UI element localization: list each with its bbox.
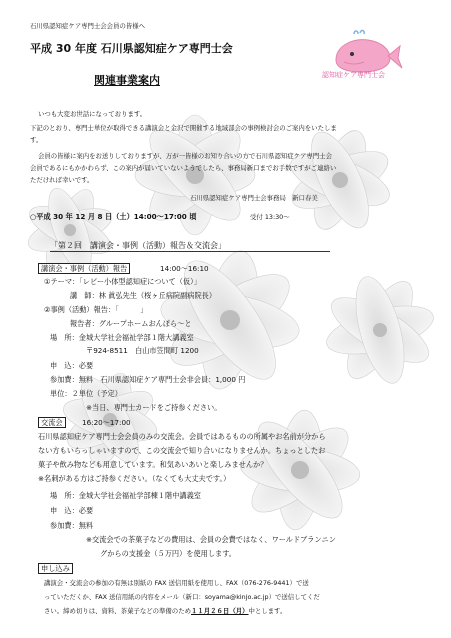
exchange-note-1: ※交流会での茶菓子などの費用は、会員の会費ではなく、ワールドブランニン	[86, 535, 336, 544]
exchange-apply: 申 込：必要	[50, 506, 94, 515]
exchange-time: 16:20～17:00	[82, 418, 131, 427]
intro-line-3: す。	[30, 136, 43, 144]
event-title: 「第２回 講演会・事例（活動）報告＆交流会」	[50, 240, 330, 252]
intro-line-6: ただければ幸いです。	[30, 176, 94, 184]
lecture-apply: 申 込：必要	[50, 361, 94, 370]
lecture-speaker: 講 師：林 眞弘先生（桜ヶ丘病院副病院長）	[70, 291, 217, 300]
event-date: ○平成 30 年 12 月 8 日（土）14:00～17:00 頃	[30, 212, 197, 221]
lecture-credit: 単位：２単位（予定）	[50, 389, 122, 398]
document-subtitle: 関連事業案内	[94, 74, 160, 87]
lecture-address: 〒924-8511 白山市笠間町 1200	[86, 346, 199, 355]
lecture-fee: 参加費：無料 石川県認知症ケア専門士会非会員：1,000 円	[50, 375, 246, 384]
lecture-venue: 場 所：金城大学社会福祉学部１階大講義室	[50, 333, 194, 342]
application-line-3-c: 中とします。	[248, 607, 287, 615]
reception-time: 受付 13:30～	[250, 213, 290, 221]
application-line-3	[44, 607, 286, 616]
case-report: ②事例（活動）報告：「 」	[44, 305, 148, 314]
lecture-label: 講演会・事例（活動）報告	[38, 263, 130, 274]
exchange-label: 交流会	[38, 417, 66, 428]
document-title: 平成 30 年度 石川県認知症ケア専門士会	[30, 42, 233, 55]
intro-line-4: 会員の皆様に案内をお送りしておりますが、万が一皆様のお知り合いの方で石川県認知症ケア専門士会	[38, 152, 332, 160]
exchange-note-2: グからの支援金（５万円）を使用します。	[100, 549, 236, 558]
case-reporter: 報告者：グループホームおんぽら～と	[70, 319, 192, 328]
application-line-1: 講演会・交流会の参加の有無は別紙の FAX 送信用紙を使用し、FAX（076-276-9441）で送	[44, 579, 309, 587]
logo-caption: 認知症ケア専門士会	[322, 71, 385, 79]
intro-line-1: いつも大変お世話になっております。	[38, 110, 147, 118]
lecture-note: ※当日、専門士カードをご持参ください。	[86, 403, 222, 412]
lecture-theme: ①テーマ：「レビー小体型認知症について（仮）」	[44, 277, 201, 286]
application-line-3-a: さい。締め切りは、資料、茶菓子などの準備のため	[44, 607, 191, 615]
exchange-fee: 参加費：無料	[50, 521, 94, 530]
application-label: 申し込み	[38, 563, 73, 574]
application-line-2: っていただくか、FAX 送信用紙の内容をメール（新口：soyama@kinjo.ac.jp）で送信してくだ	[44, 593, 320, 601]
exchange-venue: 場 所：金城大学社会福祉学部棟１階中講義室	[50, 491, 201, 500]
exchange-desc-3: 菓子や飲み物なども用意しています。和気あいあいと楽しみませんか？	[38, 460, 268, 469]
lecture-time: 14:00～16:10	[160, 264, 209, 273]
intro-line-2: 下記のとおり、専門士単位が取得できる講演会と金沢で開催する地域部会の事例検討会のご案内をいたしま	[30, 124, 337, 132]
intro-line-5: 会員であるにもかかわらず、この案内が届いていないようでしたら、事務局新口までお手数ですがご連絡い	[30, 164, 337, 172]
exchange-desc-2: ない方もいらっしゃいますので、この交流会で知り合いになりませんか。ちょっとしたお	[38, 446, 326, 455]
exchange-desc-4: ※名刺がある方はご持参ください。（なくても大丈夫です。）	[38, 474, 231, 483]
application-deadline: １１月２６日（月）	[190, 607, 249, 615]
office-signature: 石川県認知症ケア専門士会事務局 新口春美	[190, 194, 318, 202]
addressee: 石川県認知症ケア専門士会会員の皆様へ	[30, 22, 146, 30]
exchange-desc-1: 石川県認知症ケア専門士会会員のみの交流会。会員ではあるものの所属やお名前が分から	[38, 432, 326, 441]
